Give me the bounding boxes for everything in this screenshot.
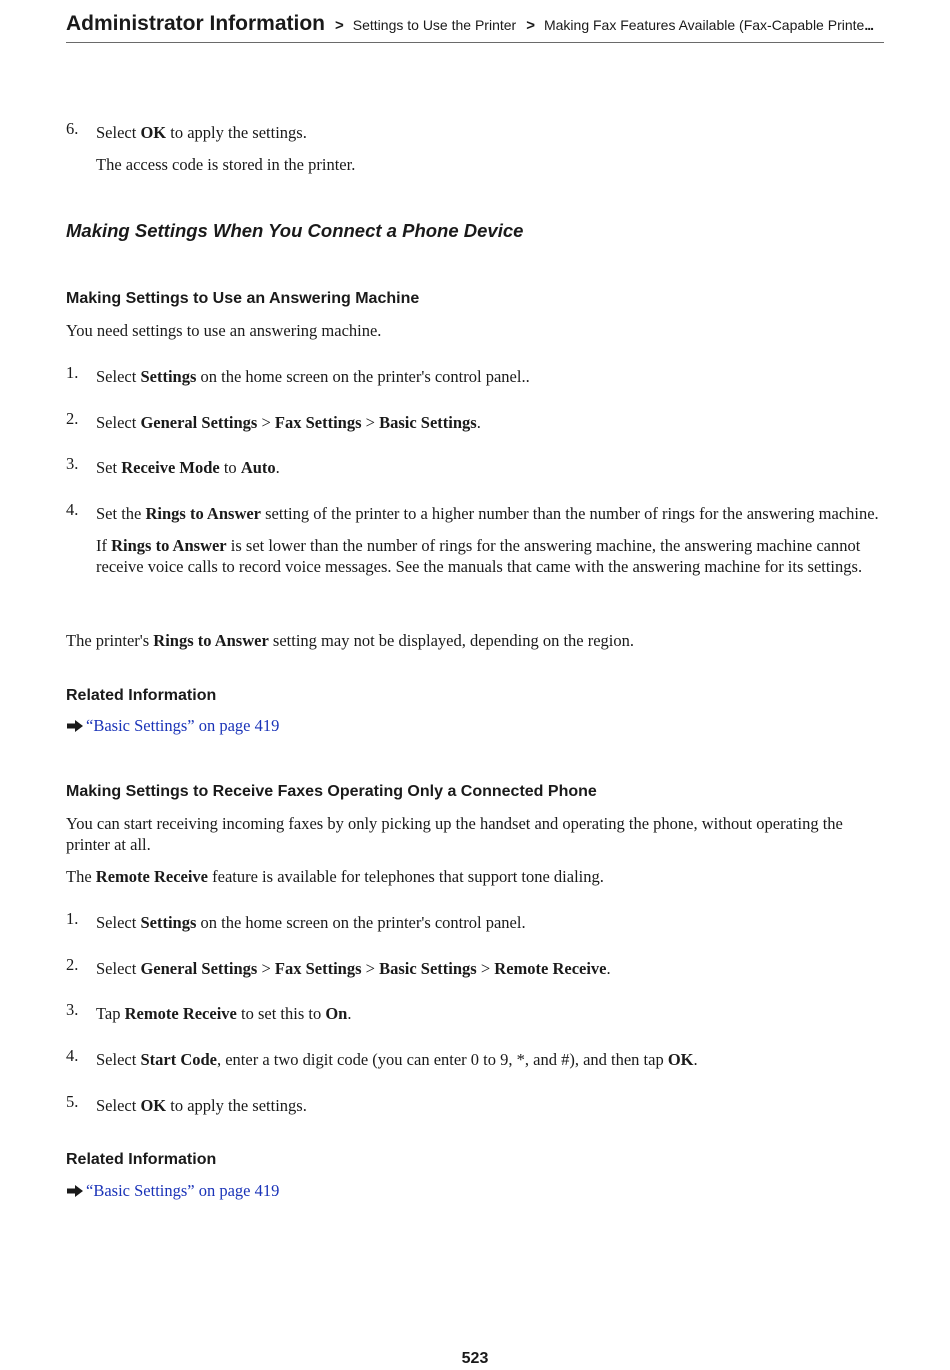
step-text: Select [96,413,141,432]
ui-term: OK [140,123,167,142]
ui-term: General Settings [140,413,258,432]
step-1 [66,363,884,387]
breadcrumb [66,12,884,43]
step-note: The access code is stored in the printer. [96,155,356,174]
arrow-right-icon [66,719,84,733]
step-number: 3. [66,1000,79,1019]
related-information-heading: Related Information [66,1151,217,1168]
manual-page [66,0,884,1370]
step-text: on the home screen on the printer's control panel. [196,913,526,932]
breadcrumb-item-settings[interactable]: Settings to Use the Printer [352,17,517,33]
step-text: to apply the settings. [166,123,307,142]
chapter-title: Administrator Information [66,12,326,35]
step-note [96,535,884,577]
ui-term: Fax Settings [274,413,362,432]
ui-term: Rings to Answer [153,631,269,650]
step-4 [66,500,884,577]
step-text: > [361,413,380,432]
basic-settings-link[interactable]: “Basic Settings” on page 419 [86,716,280,735]
ui-term: On [325,1004,348,1023]
step-text: to [219,458,241,477]
ui-term: Auto [240,458,276,477]
step-number: 3. [66,454,79,473]
step-number: 6. [66,119,79,138]
paragraph-text: The [66,867,96,886]
basic-settings-link[interactable]: “Basic Settings” on page 419 [86,1181,280,1200]
breadcrumb-separator: > [526,17,535,34]
paragraph [66,630,634,651]
paragraph-text: feature is available for telephones that support tone dialing. [208,867,604,886]
step-text: . [693,1050,698,1069]
paragraph [66,866,604,887]
related-information-heading: Related Information [66,687,217,704]
step-3 [66,1000,884,1024]
ui-term: Basic Settings [379,959,477,978]
step-6 [66,119,884,175]
step-text: . [606,959,611,978]
step-number: 1. [66,363,79,382]
breadcrumb-item-fax-features[interactable]: Making Fax Features Available (Fax-Capable Printe [543,17,865,33]
ui-term: General Settings [140,959,258,978]
step-text: > [361,959,380,978]
step-text: on the home screen on the printer's control panel.. [196,367,530,386]
ui-term: Remote Receive [95,867,209,886]
section-heading: Making Settings When You Connect a Phone Device [66,220,524,241]
subsection-heading-answering-machine: Making Settings to Use an Answering Machine [66,290,420,307]
ui-term: Rings to Answer [111,536,227,555]
arrow-right-icon [66,1184,84,1198]
step-5 [66,1092,884,1116]
step-text: > [257,959,275,978]
ui-term: Fax Settings [274,959,362,978]
ui-term: Start Code [140,1050,217,1069]
step-3 [66,454,884,478]
step-text: . [275,458,280,477]
step-4 [66,1046,884,1070]
step-text: to set this to [236,1004,326,1023]
ui-term: Settings [140,367,197,386]
step-text: to apply the settings. [166,1096,307,1115]
step-text: . [476,413,481,432]
step-text: Select [96,1096,141,1115]
step-text: Select [96,123,141,142]
subsection-heading-remote-receive: Making Settings to Receive Faxes Operating Only a Connected Phone [66,783,597,800]
step-text: Select [96,913,141,932]
step-text: Set [96,458,122,477]
ui-term: Remote Receive [124,1004,237,1023]
ui-term: Basic Settings [379,413,477,432]
step-text: setting of the printer to a higher number than the number of rings for the answering machine. [261,504,879,523]
step-number: 4. [66,1046,79,1065]
step-number: 4. [66,500,79,519]
step-1 [66,909,884,933]
step-text: . [347,1004,352,1023]
page-number: 523 [461,1350,489,1367]
step-text: Select [96,959,141,978]
step-text: > [476,959,495,978]
related-link-row [66,715,279,736]
related-link-row [66,1180,279,1201]
paragraph: You can start receiving incoming faxes by only picking up the handset and operating the phone, without operating the printer at all. [66,814,843,854]
step-number: 2. [66,955,79,974]
ui-term: OK [140,1096,167,1115]
step-number: 1. [66,909,79,928]
ui-term: Settings [140,913,197,932]
step-2 [66,409,884,433]
ui-term: OK [667,1050,694,1069]
breadcrumb-ellipsis: ... [864,17,873,33]
step-text: Set the [96,504,146,523]
ui-term: Receive Mode [121,458,220,477]
step-text: is set lower than the number of rings for the answering machine, the answering machine cannot receive voice calls to record voice messages. See the manuals that came with the answering machine for its settings. [96,536,863,576]
step-text: Select [96,367,141,386]
breadcrumb-separator: > [335,17,344,34]
step-text: If [96,536,112,555]
step-number: 5. [66,1092,79,1111]
ui-term: Remote Receive [494,959,607,978]
step-text: , enter a two digit code (you can enter 0 to 9, *, and #), and then tap [216,1050,668,1069]
step-2 [66,955,884,979]
step-number: 2. [66,409,79,428]
step-text: > [257,413,275,432]
step-text: Select [96,1050,141,1069]
ui-term: Rings to Answer [145,504,262,523]
step-text: Tap [96,1004,125,1023]
paragraph: You need settings to use an answering machine. [66,321,382,340]
paragraph-text: setting may not be displayed, depending on the region. [268,631,635,650]
paragraph-text: The printer's [66,631,154,650]
